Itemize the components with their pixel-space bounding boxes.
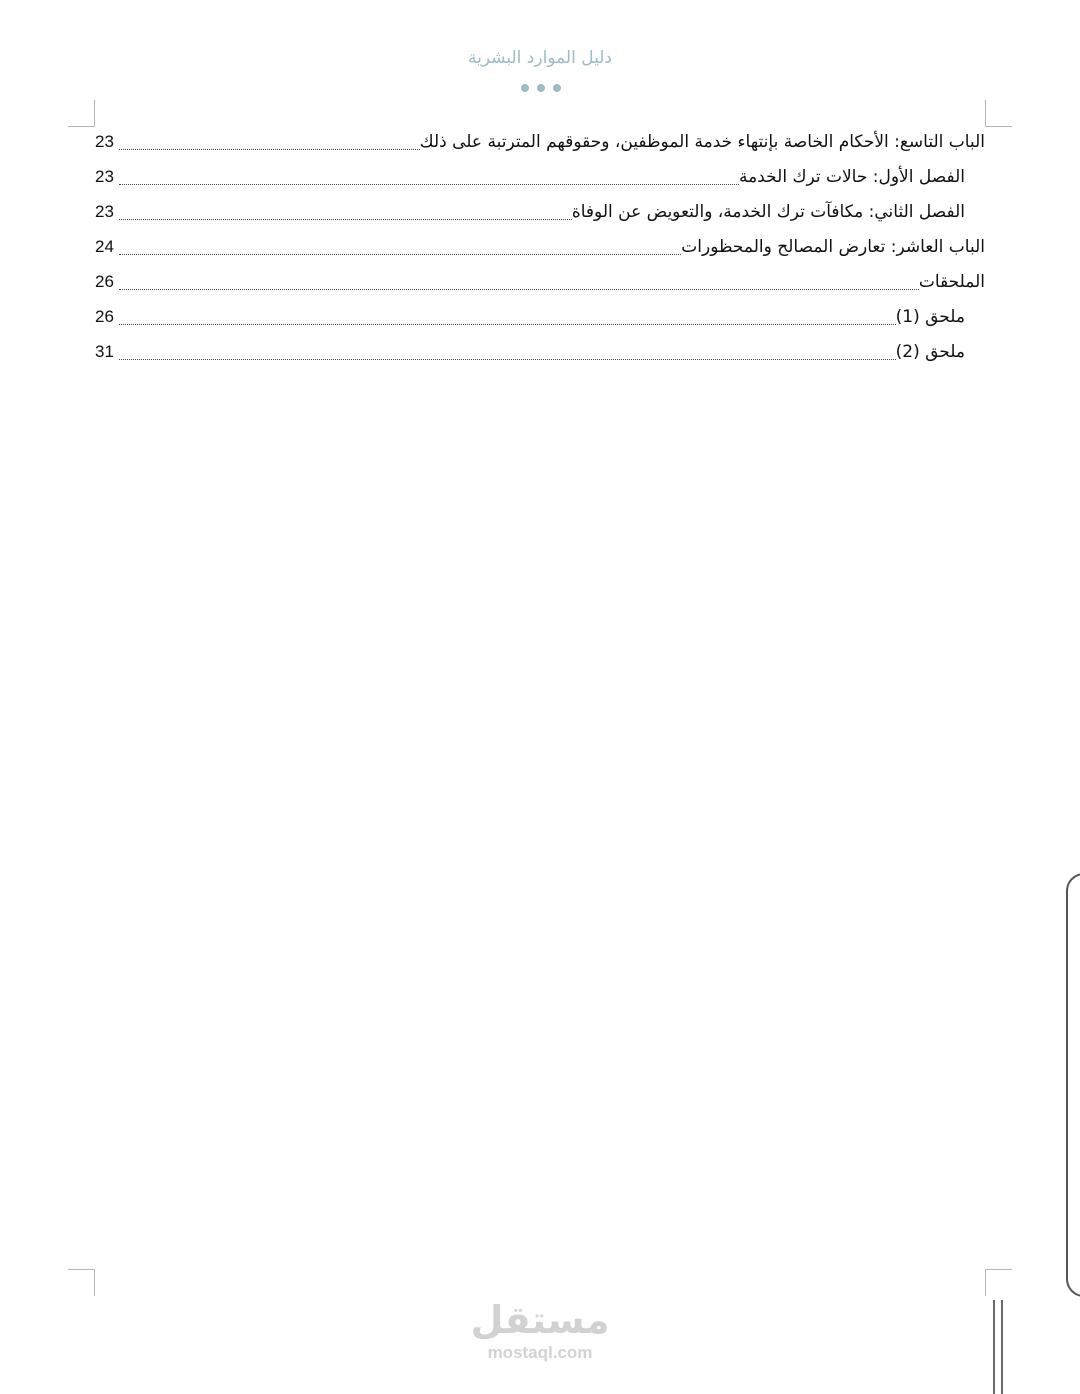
toc-page-number: 26 <box>95 307 114 326</box>
crop-mark-bottom-right <box>985 1269 1012 1296</box>
toc-entry-title: الباب العاشر: تعارض المصالح والمحظورات <box>681 237 985 257</box>
toc-entry[interactable] <box>95 260 985 295</box>
watermark-latin: mostaql.com <box>487 1343 593 1362</box>
toc-entry-title: الفصل الثاني: مكافآت ترك الخدمة، والتعويض عن الوفاة <box>571 202 965 222</box>
toc-dot-leader <box>119 289 919 290</box>
header-dots-ornament <box>521 84 561 94</box>
binding-line <box>993 1300 995 1394</box>
toc-entry-title: الملحقات <box>918 272 985 292</box>
crop-mark-top-right <box>985 100 1012 127</box>
toc-dot-leader <box>119 359 896 360</box>
toc-dot-leader <box>119 254 681 255</box>
toc-entry[interactable] <box>95 225 985 260</box>
watermark-arabic: مستقل <box>470 1298 610 1342</box>
toc-dot-leader <box>119 324 896 325</box>
watermark <box>440 1296 640 1362</box>
crop-mark-bottom-left <box>68 1269 95 1296</box>
toc-dot-leader <box>119 219 572 220</box>
toc-entry[interactable] <box>95 190 985 225</box>
toc-entry-title: الباب التاسع: الأحكام الخاصة بإنتهاء خدمة الموظفين، وحقوقهم المترتبة على ذلك <box>419 132 985 152</box>
table-of-contents <box>95 120 985 365</box>
toc-page-number: 23 <box>95 132 114 151</box>
toc-page-number: 23 <box>95 167 114 186</box>
toc-entry-title: ملحق (1) <box>895 307 965 327</box>
ornament-dot <box>537 84 545 92</box>
toc-page-number: 24 <box>95 237 114 256</box>
toc-entry-title: ملحق (2) <box>895 342 965 362</box>
toc-dot-leader <box>119 149 420 150</box>
toc-page-number: 26 <box>95 272 114 291</box>
page-curl-decoration <box>1066 873 1080 1297</box>
toc-entry[interactable] <box>95 330 985 365</box>
document-header-title: دليل الموارد البشرية <box>467 48 612 68</box>
toc-entry[interactable] <box>95 120 985 155</box>
toc-entry[interactable] <box>95 295 985 330</box>
toc-dot-leader <box>119 184 739 185</box>
ornament-dot <box>553 84 561 92</box>
toc-entry-title: الفصل الأول: حالات ترك الخدمة <box>739 167 965 187</box>
toc-entry[interactable] <box>95 155 985 190</box>
binding-line <box>1001 1300 1003 1394</box>
toc-page-number: 23 <box>95 202 114 221</box>
ornament-dot <box>521 84 529 92</box>
crop-mark-top-left <box>68 100 95 127</box>
toc-page-number: 31 <box>95 342 114 361</box>
binding-lines-decoration <box>993 1300 1003 1394</box>
